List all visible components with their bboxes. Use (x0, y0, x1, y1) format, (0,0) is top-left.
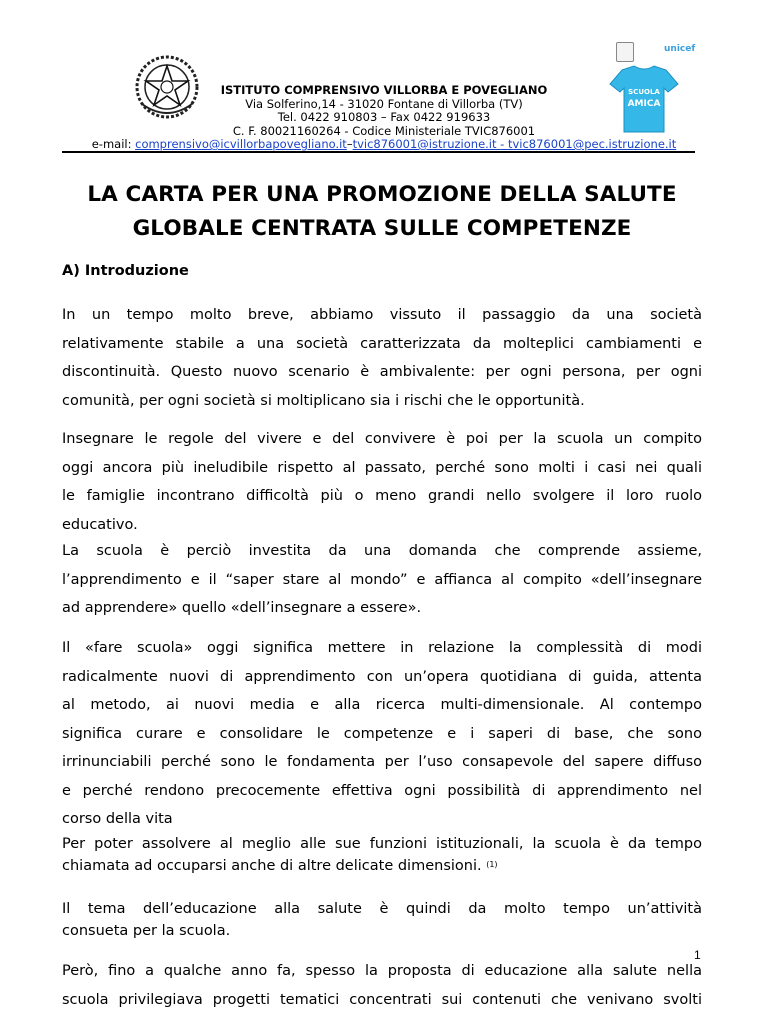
unicef-label: unicef (664, 44, 695, 54)
section-heading: A) Introduzione (62, 263, 189, 279)
email-link-istruzione[interactable]: tvic876001@istruzione.it (353, 137, 501, 151)
paragraph-line: oggi ancora più ineludibile rispetto al passato, perché sono molti i casi nei quali (62, 454, 702, 483)
letterhead-text (0, 84, 768, 152)
paragraph-line: Il «fare scuola» oggi significa mettere in relazione la complessità di modi (62, 634, 702, 663)
paragraph-line: irrinunciabili perché sono le fondamenta per l’uso consapevole del sapere diffuso (62, 748, 702, 777)
paragraph-line: corso della vita (62, 805, 702, 834)
paragraph-line: relativamente stabile a una società caratterizzata da molteplici cambiamenti e (62, 330, 702, 359)
title-line-2: GLOBALE CENTRATA SULLE COMPETENZE (62, 212, 702, 246)
paragraph-1 (62, 301, 702, 415)
shirt-text-1: SCUOLA (628, 88, 660, 96)
paragraph-line: comunità, per ogni società si moltiplicano sia i rischi che le opportunità. (62, 387, 702, 416)
institute-name: ISTITUTO COMPRENSIVO VILLORBA E POVEGLIANO (0, 84, 768, 98)
paragraph-line: Insegnare le regole del vivere e del convivere è poi per la scuola un compito (62, 425, 702, 454)
paragraph-line: ad apprendere» quello «dell’insegnare a essere». (62, 594, 702, 623)
paragraph-6 (62, 899, 702, 942)
page-number: 1 (694, 948, 701, 962)
institute-phone: Tel. 0422 910803 – Fax 0422 919633 (0, 111, 768, 125)
paragraph-line: significa curare e consolidare le competenze e i saperi di base, che sono (62, 720, 702, 749)
paragraph-4 (62, 634, 702, 834)
paragraph-7 (62, 957, 702, 994)
institute-address: Via Solferino,14 - 31020 Fontane di Villorba (TV) (0, 98, 768, 112)
paragraph-2 (62, 425, 702, 539)
paragraph-3 (62, 537, 702, 623)
institute-emails (0, 138, 768, 152)
document-title (62, 178, 702, 246)
header-divider (62, 151, 695, 153)
paragraph-text: chiamata ad occuparsi anche di altre delicate dimensioni. (62, 858, 486, 874)
paragraph-line: educativo. (62, 511, 702, 540)
email-separator: – (347, 137, 353, 151)
paragraph-line: scuola privilegiava progetti tematici concentrati sui contenuti che venivano svolti (62, 986, 702, 1014)
ministry-logo-icon (616, 42, 634, 62)
title-line-1: LA CARTA PER UNA PROMOZIONE DELLA SALUTE (62, 178, 702, 212)
email-label: e-mail: (92, 137, 135, 151)
paragraph-line: l’apprendimento e il “saper stare al mondo” e affianca al compito «dell’insegnare (62, 566, 702, 595)
paragraph-line: Il tema dell’educazione alla salute è quindi da molto tempo un’attività (62, 899, 702, 921)
paragraph-line (62, 856, 702, 878)
paragraph-line: discontinuità. Questo nuovo scenario è ambivalente: per ogni persona, per ogni (62, 358, 702, 387)
footnote-ref: (1) (486, 860, 497, 869)
letterhead (0, 0, 768, 160)
email-separator: - (500, 137, 508, 151)
paragraph-line: Per poter assolvere al meglio alle sue funzioni istituzionali, la scuola è da tempo (62, 834, 702, 856)
paragraph-line: consueta per la scuola. (62, 921, 702, 943)
shirt-text-2: AMICA (628, 99, 661, 109)
institute-fiscal-code: C. F. 80021160264 - Codice Ministeriale TVIC876001 (0, 125, 768, 139)
paragraph-line: le famiglie incontrano difficoltà più o meno grandi nello svolgere il loro ruolo (62, 482, 702, 511)
paragraph-line: al metodo, ai nuovi media e alla ricerca multi-dimensionale. Al contempo (62, 691, 702, 720)
paragraph-line: Però, fino a qualche anno fa, spesso la proposta di educazione alla salute nella (62, 957, 702, 986)
paragraph-line: La scuola è perciò investita da una domanda che comprende assieme, (62, 537, 702, 566)
paragraph-5 (62, 834, 702, 877)
paragraph-line: In un tempo molto breve, abbiamo vissuto il passaggio da una società (62, 301, 702, 330)
email-link-comprensivo[interactable]: comprensivo@icvillorbapovegliano.it (135, 137, 347, 151)
paragraph-line: radicalmente nuovi di apprendimento con un’opera quotidiana di guida, attenta (62, 663, 702, 692)
email-link-pec[interactable]: tvic876001@pec.istruzione.it (508, 137, 676, 151)
paragraph-line: e perché rendono precocemente effettiva ogni possibilità di apprendimento nel (62, 777, 702, 806)
